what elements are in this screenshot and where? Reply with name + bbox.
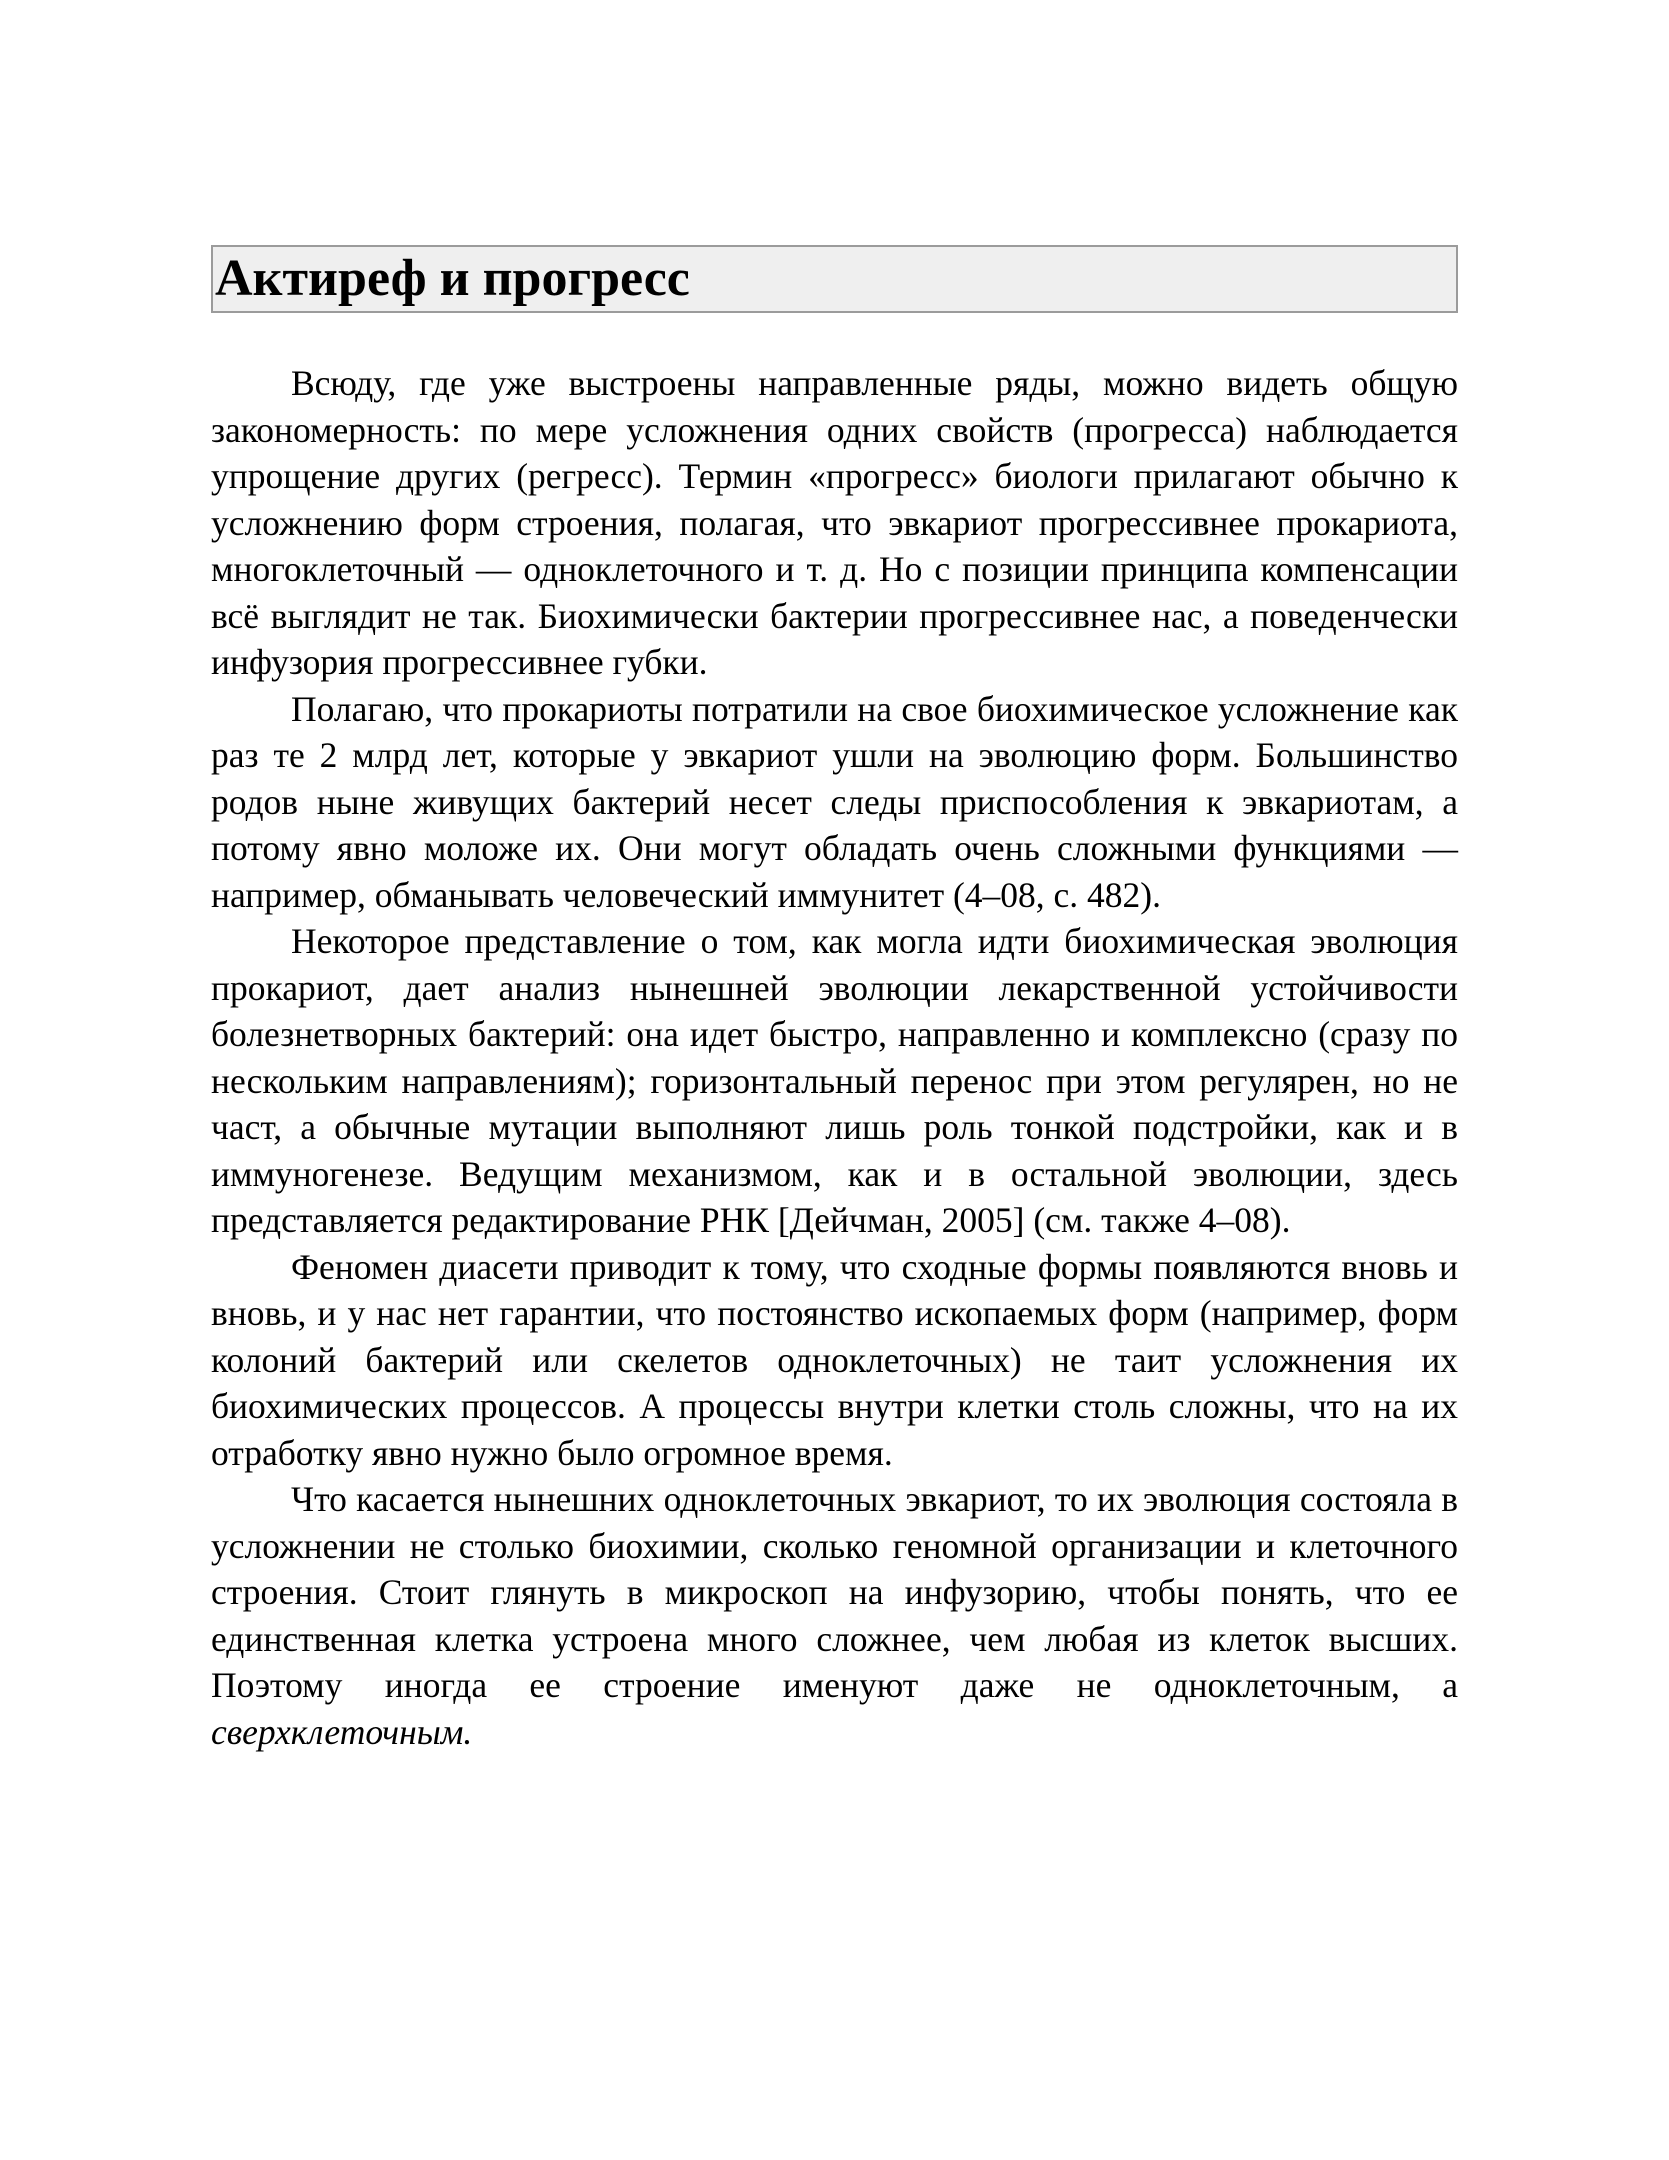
paragraph-text: Что касается нынешних одноклеточных эвкариот, то их эволюция состояла в усложнении не столько биохимии, сколько геномной организации и клеточного строения. Стоит глянуть в микроскоп на инфузорию, чтобы понять, что ее единственная клетка устроена много сложнее, чем любая из клеток высших. Поэтому иногда ее строение именуют даже не одноклеточным, а: [211, 1479, 1458, 1705]
paragraph: Некоторое представление о том, как могла идти биохимическая эволюция прокариот, дает анализ нынешней эволюции лекарственной устойчивости болезнетворных бактерий: она идет быстро, направленно и комплексно (сразу по нескольким направлениям); горизонтальный перенос при этом регулярен, но не част, а обычные мутации выполняют лишь роль тонкой подстройки, как и в иммуногенезе. Ведущим механизмом, как и в остальной эволюции, здесь представляется редактирование РНК [Дейчман, 2005] (см. также 4–08).: [211, 921, 1458, 1240]
paragraph: Всюду, где уже выстроены направленные ряды, можно видеть общую закономерность: по мере усложнения одних свойств (прогресса) наблюдается упрощение других (регресс). Термин «прогресс» биологи прилагают обычно к усложнению форм строения, полагая, что эвкариот прогрессивнее прокариота, многоклеточный — одноклеточного и т. д. Но с позиции принципа компенсации всё выглядит не так. Биохимически бактерии прогрессивнее нас, а поведенчески инфузория прогрессивнее губки.: [211, 363, 1458, 682]
paragraph: Феномен диасети приводит к тому, что сходные формы появляются вновь и вновь, и у нас нет гарантии, что постоянство ископаемых форм (например, форм колоний бактерий или скелетов одноклеточных) не таит усложнения их биохимических процессов. А процессы внутри клетки столь сложны, что на их отработку явно нужно было огромное время.: [211, 1246, 1458, 1473]
section-heading: Актиреф и прогресс: [215, 250, 690, 307]
emphasized-term: сверхклеточным.: [211, 1711, 473, 1752]
paragraph: [211, 1476, 1458, 1755]
section-heading-box: [211, 245, 1458, 313]
paragraph: Полагаю, что прокариоты потратили на свое биохимическое усложнение как раз те 2 млрд лет, которые у эвкариот ушли на эволюцию форм. Большинство родов ныне живущих бактерий несет следы приспособления к эвкариотам, а потому явно моложе их. Они могут обладать очень сложными функциями — например, обманывать человеческий иммунитет (4–08, с. 482).: [211, 688, 1458, 915]
body-text: [211, 360, 1458, 1755]
